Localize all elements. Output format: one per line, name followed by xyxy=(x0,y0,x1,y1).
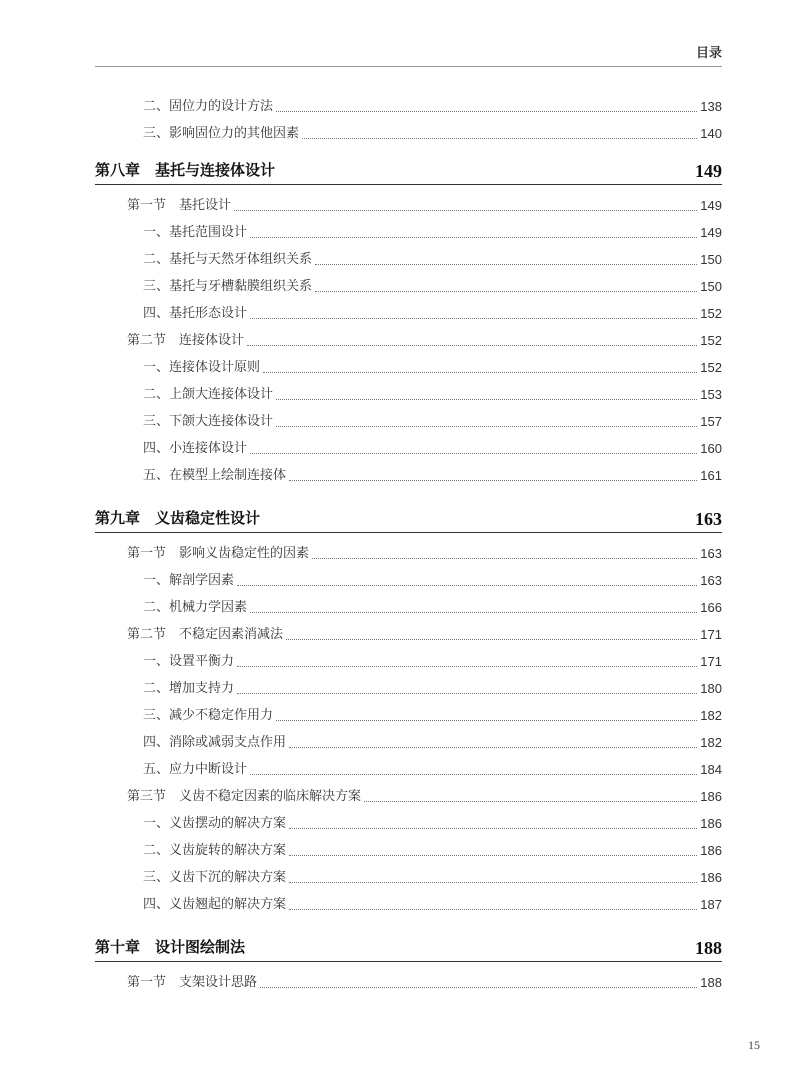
toc-entry-label: 第一节 基托设计 xyxy=(127,198,232,213)
dot-leader xyxy=(237,585,697,586)
dot-leader xyxy=(289,855,697,856)
dot-leader xyxy=(315,291,697,292)
toc-entry-label: 二、基托与天然牙体组织关系 xyxy=(143,252,313,267)
chapter-page: 163 xyxy=(695,509,722,529)
toc-entry-page: 180 xyxy=(700,681,722,696)
dot-leader xyxy=(289,909,697,910)
dot-leader xyxy=(263,372,697,373)
toc-entry-page: 184 xyxy=(700,762,722,777)
toc-entry-label: 一、基托范围设计 xyxy=(143,225,248,240)
toc-entry-label: 一、设置平衡力 xyxy=(143,654,235,669)
toc-entry-label: 三、减少不稳定作用力 xyxy=(143,708,274,723)
toc-item-entry[interactable] xyxy=(95,403,722,430)
toc-entry-page: 138 xyxy=(700,99,722,114)
toc-item-entry[interactable] xyxy=(95,832,722,859)
dot-leader xyxy=(276,111,697,112)
dot-leader xyxy=(276,426,697,427)
dot-leader xyxy=(289,828,697,829)
dot-leader xyxy=(289,480,697,481)
dot-leader xyxy=(276,720,697,721)
toc-entry-page: 187 xyxy=(700,897,722,912)
toc-entry-page: 163 xyxy=(700,573,722,588)
toc-section-entry[interactable] xyxy=(95,778,722,805)
toc-entry-label: 五、在模型上绘制连接体 xyxy=(143,468,287,483)
dot-leader xyxy=(260,987,697,988)
toc-item-entry[interactable] xyxy=(95,349,722,376)
toc-entry-label: 四、基托形态设计 xyxy=(143,306,248,321)
dot-leader xyxy=(250,774,697,775)
dot-leader xyxy=(289,882,697,883)
chapter-page: 149 xyxy=(695,161,722,181)
toc-section-entry[interactable] xyxy=(95,964,722,991)
dot-leader xyxy=(247,345,697,346)
chapter-title: 第十章 设计图绘制法 xyxy=(95,938,246,956)
toc-entry-label: 四、消除或减弱支点作用 xyxy=(143,735,287,750)
toc-entry-page: 150 xyxy=(700,279,722,294)
header-divider xyxy=(95,66,722,67)
toc-item-entry[interactable] xyxy=(95,859,722,886)
toc-entry-label: 第二节 不稳定因素消减法 xyxy=(127,627,284,642)
dot-leader xyxy=(276,399,697,400)
toc-entry-page: 152 xyxy=(700,333,722,348)
toc-entry-page: 161 xyxy=(700,468,722,483)
toc-entry-page: 153 xyxy=(700,387,722,402)
toc-entry-label: 一、义齿摆动的解决方案 xyxy=(143,816,287,831)
toc-item-entry[interactable] xyxy=(95,589,722,616)
toc-entry-label: 一、连接体设计原则 xyxy=(143,360,261,375)
toc-item-entry[interactable] xyxy=(95,562,722,589)
dot-leader xyxy=(250,453,697,454)
table-of-contents xyxy=(95,88,722,991)
toc-item-entry[interactable] xyxy=(95,241,722,268)
toc-entry-page: 182 xyxy=(700,708,722,723)
dot-leader xyxy=(289,747,697,748)
toc-entry-label: 二、机械力学因素 xyxy=(143,600,248,615)
toc-entry-page: 186 xyxy=(700,816,722,831)
toc-entry-label: 三、下颌大连接体设计 xyxy=(143,414,274,429)
dot-leader xyxy=(250,237,697,238)
toc-entry-label: 第三节 义齿不稳定因素的临床解决方案 xyxy=(127,789,362,804)
dot-leader xyxy=(302,138,697,139)
toc-entry-label: 第一节 支架设计思路 xyxy=(127,975,258,990)
toc-item-entry[interactable] xyxy=(95,751,722,778)
dot-leader xyxy=(250,318,697,319)
toc-entry-label: 五、应力中断设计 xyxy=(143,762,248,777)
toc-entry-label: 三、基托与牙槽黏膜组织关系 xyxy=(143,279,313,294)
chapter-heading[interactable] xyxy=(95,935,722,962)
dot-leader xyxy=(315,264,697,265)
toc-item-entry[interactable] xyxy=(95,295,722,322)
chapter-page: 188 xyxy=(695,938,722,958)
toc-item-entry[interactable] xyxy=(95,115,722,142)
toc-entry-label: 三、影响固位力的其他因素 xyxy=(143,126,300,141)
toc-item-entry[interactable] xyxy=(95,214,722,241)
toc-item-entry[interactable] xyxy=(95,724,722,751)
toc-entry-page: 186 xyxy=(700,843,722,858)
toc-entry-page: 188 xyxy=(700,975,722,990)
chapter-heading[interactable] xyxy=(95,506,722,533)
chapter-title: 第九章 义齿稳定性设计 xyxy=(95,509,261,527)
toc-item-entry[interactable] xyxy=(95,670,722,697)
toc-entry-label: 二、固位力的设计方法 xyxy=(143,99,274,114)
toc-entry-page: 160 xyxy=(700,441,722,456)
dot-leader xyxy=(234,210,697,211)
toc-entry-label: 一、解剖学因素 xyxy=(143,573,235,588)
dot-leader xyxy=(250,612,697,613)
toc-section-entry[interactable] xyxy=(95,187,722,214)
toc-entry-page: 166 xyxy=(700,600,722,615)
toc-entry-page: 171 xyxy=(700,654,722,669)
dot-leader xyxy=(237,693,697,694)
toc-item-entry[interactable] xyxy=(95,457,722,484)
toc-entry-page: 186 xyxy=(700,870,722,885)
toc-entry-label: 三、义齿下沉的解决方案 xyxy=(143,870,287,885)
toc-entry-page: 152 xyxy=(700,360,722,375)
toc-entry-label: 二、义齿旋转的解决方案 xyxy=(143,843,287,858)
chapter-heading[interactable] xyxy=(95,158,722,185)
toc-item-entry[interactable] xyxy=(95,376,722,403)
dot-leader xyxy=(364,801,697,802)
toc-item-entry[interactable] xyxy=(95,268,722,295)
toc-entry-label: 四、义齿翘起的解决方案 xyxy=(143,897,287,912)
toc-item-entry[interactable] xyxy=(95,886,722,913)
toc-entry-page: 140 xyxy=(700,126,722,141)
toc-entry-label: 第一节 影响义齿稳定性的因素 xyxy=(127,546,310,561)
toc-section-entry[interactable] xyxy=(95,616,722,643)
toc-entry-label: 第二节 连接体设计 xyxy=(127,333,245,348)
dot-leader xyxy=(237,666,697,667)
toc-entry-page: 182 xyxy=(700,735,722,750)
toc-item-entry[interactable] xyxy=(95,697,722,724)
running-header-title: 目录 xyxy=(695,46,722,61)
toc-entry-label: 二、上颌大连接体设计 xyxy=(143,387,274,402)
page-number: 15 xyxy=(748,1038,760,1052)
chapter-title: 第八章 基托与连接体设计 xyxy=(95,161,276,179)
dot-leader xyxy=(286,639,697,640)
toc-entry-page: 149 xyxy=(700,225,722,240)
toc-section-entry[interactable] xyxy=(95,535,722,562)
toc-entry-label: 二、增加支持力 xyxy=(143,681,235,696)
dot-leader xyxy=(312,558,697,559)
toc-entry-page: 152 xyxy=(700,306,722,321)
toc-entry-label: 四、小连接体设计 xyxy=(143,441,248,456)
toc-entry-page: 171 xyxy=(700,627,722,642)
toc-entry-page: 149 xyxy=(700,198,722,213)
toc-entry-page: 163 xyxy=(700,546,722,561)
toc-item-entry[interactable] xyxy=(95,805,722,832)
toc-item-entry[interactable] xyxy=(95,643,722,670)
toc-item-entry[interactable] xyxy=(95,88,722,115)
toc-section-entry[interactable] xyxy=(95,322,722,349)
toc-item-entry[interactable] xyxy=(95,430,722,457)
toc-entry-page: 186 xyxy=(700,789,722,804)
toc-entry-page: 157 xyxy=(700,414,722,429)
toc-entry-page: 150 xyxy=(700,252,722,267)
